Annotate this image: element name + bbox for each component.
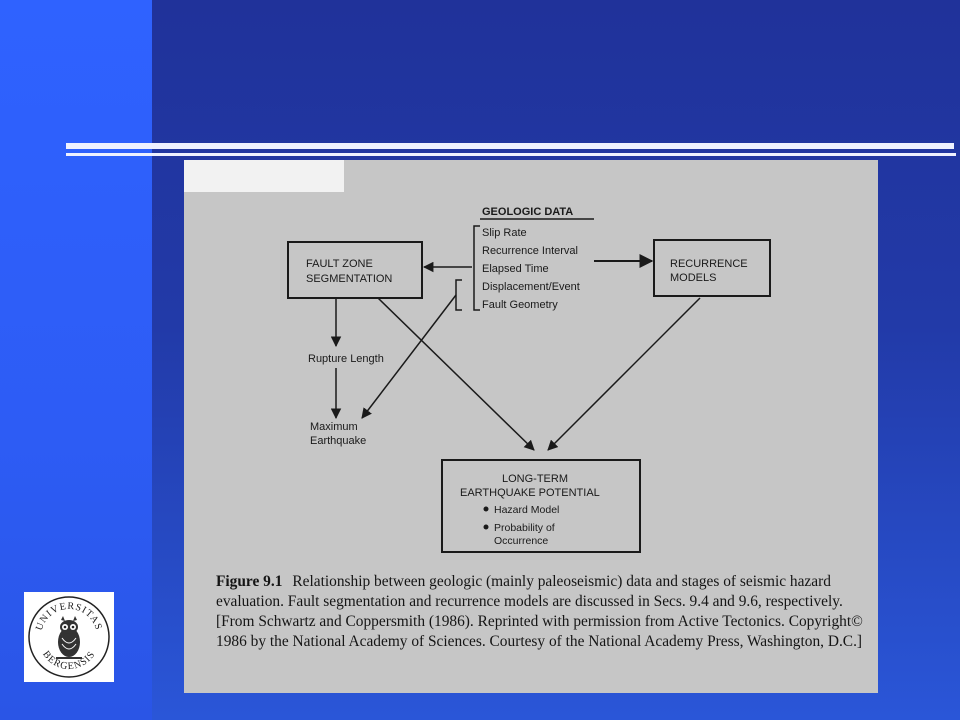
university-logo <box>24 592 114 682</box>
title-rule-top <box>66 143 954 149</box>
probability-label-line2: Occurrence <box>494 535 549 547</box>
figure-caption-text: Relationship between geologic (mainly paleoseismic) data and stages of seismic hazard evaluation. Fault segmentation and recurrence models are discussed in Secs. 9.4 and 9.6, respectively. [From Schwartz and Coppersmith (1986). Reprinted with permission from Active Tectonics. Copyright© 1986 by the National Academy of Sciences. Courtesy of the National Academy Press, Washington, D.C.] <box>216 573 863 650</box>
figure-caption <box>216 572 868 652</box>
figure-scan <box>184 160 878 693</box>
logo-top-text: UNIVERSITAS <box>33 600 105 633</box>
logo-bottom-text: BERGENSIS <box>40 649 98 673</box>
geologic-item-slip-rate: Slip Rate <box>482 227 527 239</box>
arrow-fault-to-longterm <box>378 298 534 450</box>
probability-label-line1: Probability of <box>494 522 555 534</box>
geologic-item-elapsed-time: Elapsed Time <box>482 263 549 275</box>
hazard-model-label: Hazard Model <box>494 504 560 516</box>
bullet-dot-2 <box>484 525 489 530</box>
rupture-length-label: Rupture Length <box>308 353 384 365</box>
title-rule-bottom <box>66 153 956 156</box>
maximum-earthquake-line1: Maximum <box>310 421 358 433</box>
figure-number: Figure 9.1 <box>216 573 283 590</box>
bullet-dot-1 <box>484 507 489 512</box>
fault-zone-line2: SEGMENTATION <box>306 273 393 285</box>
recurrence-line1: RECURRENCE <box>670 258 748 270</box>
fault-zone-line1: FAULT ZONE <box>306 258 373 270</box>
geologic-data-title: GEOLOGIC DATA <box>482 206 574 218</box>
geologic-list-bracket <box>474 226 480 310</box>
geologic-item-fault-geometry: Fault Geometry <box>482 299 558 311</box>
flow-diagram <box>184 160 878 560</box>
recurrence-line2: MODELS <box>670 272 717 284</box>
owl-seal-icon <box>24 592 114 682</box>
geologic-item-displacement: Displacement/Event <box>482 281 580 293</box>
fault-zone-box <box>288 242 422 298</box>
long-term-line2: EARTHQUAKE POTENTIAL <box>460 487 600 499</box>
geologic-item-recurrence-interval: Recurrence Interval <box>482 245 578 257</box>
long-term-line1: LONG-TERM <box>502 473 568 485</box>
maximum-earthquake-line2: Earthquake <box>310 435 367 447</box>
arrow-recurrence-to-longterm <box>548 298 700 450</box>
geometry-bracket <box>456 280 462 310</box>
